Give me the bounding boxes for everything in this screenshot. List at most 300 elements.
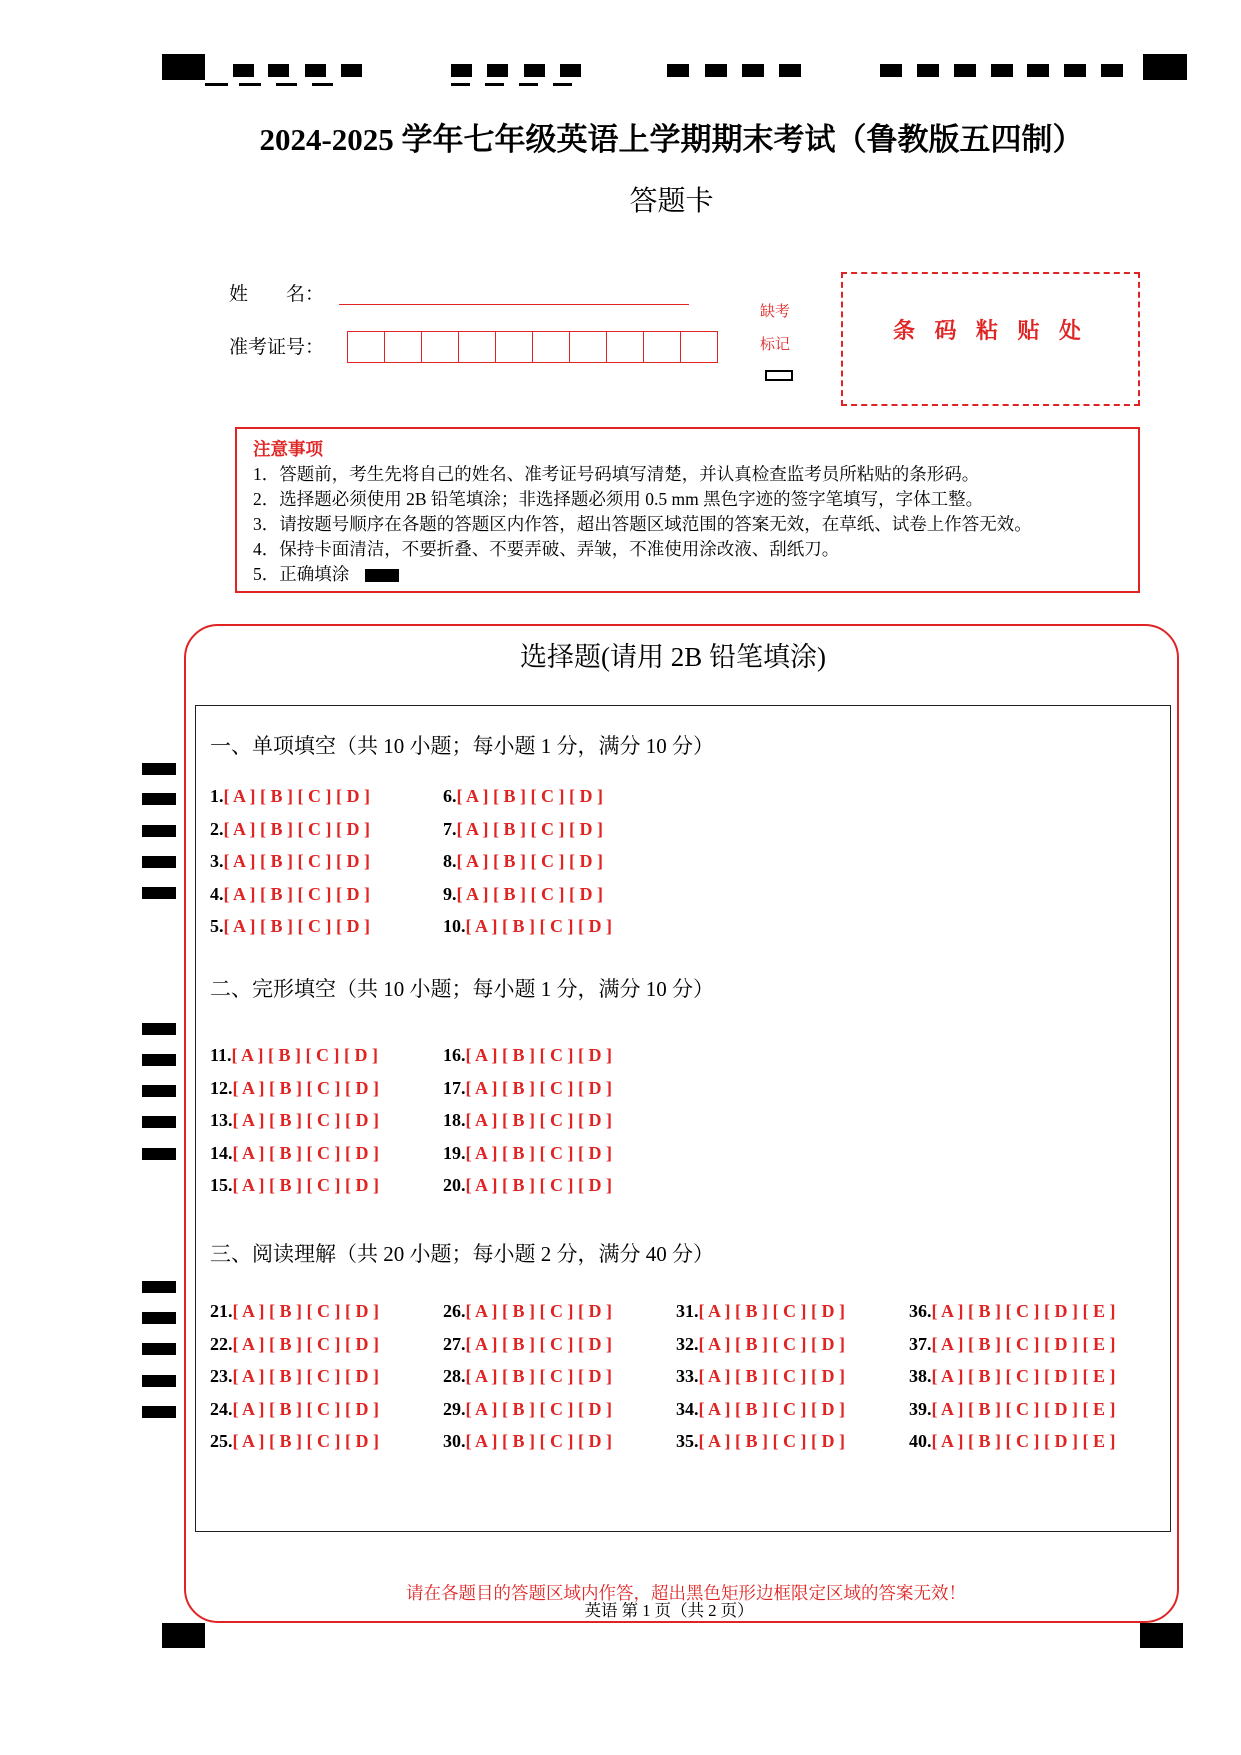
answer-bubble-c[interactable]: [ C ] (306, 1142, 341, 1163)
answer-bubble-d[interactable]: [ D ] (336, 851, 371, 872)
answer-bubble-c[interactable]: [ C ] (539, 916, 574, 937)
exam-id-digit-box[interactable] (680, 331, 718, 363)
answer-bubble-b[interactable]: [ B ] (968, 1301, 1002, 1321)
answer-bubble-a[interactable]: [ A ] (465, 1142, 498, 1163)
answer-bubble-d[interactable]: [ D ] (336, 916, 371, 937)
question-number: 8. (443, 851, 457, 872)
timing-mark (1027, 64, 1049, 77)
answer-bubble-b[interactable]: [ B ] (968, 1431, 1002, 1452)
answer-bubble-d[interactable]: [ D ] (345, 1333, 380, 1354)
answer-bubble-a[interactable]: [ A ] (931, 1333, 964, 1354)
answer-bubble-c[interactable]: [ C ] (297, 818, 332, 839)
absent-mark-checkbox[interactable] (765, 370, 793, 381)
exam-id-digit-box[interactable] (606, 331, 644, 363)
timing-mark (705, 64, 727, 77)
answer-bubble-b[interactable]: [ B ] (735, 1301, 769, 1321)
answer-bubble-b[interactable]: [ B ] (502, 1366, 536, 1387)
timing-mark-dash (239, 83, 261, 86)
answer-bubble-c[interactable]: [ C ] (1005, 1366, 1040, 1387)
question-row (210, 1328, 443, 1361)
answer-bubble-c[interactable]: [ C ] (772, 1333, 807, 1354)
answer-bubble-c[interactable]: [ C ] (539, 1333, 574, 1354)
answer-bubble-d[interactable]: [ D ] (811, 1301, 846, 1321)
answer-bubble-a[interactable]: [ A ] (465, 1398, 498, 1419)
answer-bubble-d[interactable]: [ D ] (578, 1301, 613, 1321)
answer-bubble-b[interactable]: [ B ] (502, 1431, 536, 1452)
answer-bubble-e[interactable]: [ E ] (1082, 1333, 1116, 1354)
question-row (676, 1360, 909, 1393)
timing-mark (991, 64, 1013, 77)
answer-bubble-c[interactable]: [ C ] (1005, 1301, 1040, 1321)
name-label: 姓 名： (229, 284, 325, 305)
exam-id-digit-box[interactable] (347, 331, 385, 363)
notice-item-text: 5．正确填涂 (253, 564, 350, 584)
answer-bubble-c[interactable]: [ C ] (530, 851, 565, 872)
question-row (676, 1393, 909, 1426)
question-row (210, 1104, 443, 1137)
question-row (210, 813, 443, 846)
answer-bubble-d[interactable]: [ D ] (578, 1398, 613, 1419)
answer-bubble-c[interactable]: [ C ] (539, 1142, 574, 1163)
answer-bubble-e[interactable]: [ E ] (1082, 1398, 1116, 1419)
answer-bubble-d[interactable]: [ D ] (345, 1366, 380, 1387)
answer-bubble-c[interactable]: [ C ] (530, 818, 565, 839)
answer-bubble-b[interactable]: [ B ] (502, 1398, 536, 1419)
exam-id-digit-box[interactable] (532, 331, 570, 363)
question-row (909, 1360, 1142, 1393)
question-number: 11. (210, 1045, 232, 1065)
exam-id-digit-box[interactable] (495, 331, 533, 363)
question-number: 32. (676, 1333, 699, 1354)
answer-bubble-a[interactable]: [ A ] (223, 786, 256, 806)
question-number: 15. (210, 1175, 233, 1196)
question-number: 39. (909, 1398, 932, 1419)
notice-item: 4．保持卡面清洁，不要折叠、不要弄破、弄皱，不准使用涂改液、刮纸刀。 (253, 539, 840, 559)
question-number: 20. (443, 1175, 466, 1196)
question-row (210, 1137, 443, 1170)
answer-bubble-d[interactable]: [ D ] (336, 883, 371, 904)
timing-mark (341, 64, 362, 77)
question-number: 33. (676, 1366, 699, 1387)
answer-bubble-b[interactable]: [ B ] (269, 1077, 303, 1098)
answer-bubble-c[interactable]: [ C ] (772, 1398, 807, 1419)
timing-mark (1101, 64, 1123, 77)
answer-bubble-d[interactable]: [ D ] (578, 1366, 613, 1387)
timing-mark (1143, 54, 1187, 80)
filled-bubble-example (365, 569, 399, 582)
answer-bubble-c[interactable]: [ C ] (772, 1431, 807, 1452)
question-number: 24. (210, 1398, 233, 1419)
question-number: 36. (909, 1301, 932, 1321)
answer-bubble-b[interactable]: [ B ] (502, 1142, 536, 1163)
answer-bubble-c[interactable]: [ C ] (539, 1301, 574, 1321)
answer-bubble-b[interactable]: [ B ] (260, 916, 294, 937)
question-number: 4. (210, 883, 224, 904)
answer-bubble-b[interactable]: [ B ] (735, 1366, 769, 1387)
answer-bubble-b[interactable]: [ B ] (269, 1142, 303, 1163)
question-grid-reading (210, 1295, 1142, 1458)
answer-bubble-a[interactable]: [ A ] (232, 1301, 265, 1321)
timing-mark (162, 54, 205, 80)
side-timing-mark (142, 887, 176, 899)
answer-bubble-a[interactable]: [ A ] (698, 1431, 731, 1452)
notice-item-correct-fill (253, 562, 1138, 587)
answer-bubble-d[interactable]: [ D ] (1044, 1366, 1079, 1387)
timing-mark (451, 64, 472, 77)
timing-mark-dash (451, 83, 470, 86)
question-row (443, 1039, 676, 1072)
answer-bubble-d[interactable]: [ D ] (578, 1045, 613, 1065)
notice-item: 2．选择题必须使用 2B 铅笔填涂；非选择题必须用 0.5 mm 黑色字迹的签字笔填写，字体工整。 (253, 489, 984, 509)
absent-mark-label: 缺考 (760, 304, 791, 320)
answer-bubble-c[interactable]: [ C ] (1005, 1431, 1040, 1452)
answer-bubble-a[interactable]: [ A ] (456, 883, 489, 904)
answer-bubble-a[interactable]: [ A ] (931, 1431, 964, 1452)
answer-bubble-c[interactable]: [ C ] (1005, 1398, 1040, 1419)
question-row (443, 1425, 676, 1458)
answer-bubble-a[interactable]: [ A ] (698, 1366, 731, 1387)
answer-bubble-d[interactable]: [ D ] (578, 1431, 613, 1452)
answer-bubble-a[interactable]: [ A ] (223, 883, 256, 904)
page-footer: 英语 第 1 页（共 2 页） (584, 1601, 754, 1620)
answer-bubble-d[interactable]: [ D ] (578, 916, 613, 937)
answer-bubble-b[interactable]: [ B ] (269, 1431, 303, 1452)
answer-bubble-c[interactable]: [ C ] (306, 1398, 341, 1419)
answer-bubble-a[interactable]: [ A ] (232, 1431, 265, 1452)
question-row (676, 1295, 909, 1328)
exam-id-boxes (347, 331, 718, 363)
answer-bubble-a[interactable]: [ A ] (456, 786, 489, 806)
question-number: 38. (909, 1366, 932, 1387)
question-number: 34. (676, 1398, 699, 1419)
answer-bubble-d[interactable]: [ D ] (569, 851, 604, 872)
answer-bubble-a[interactable]: [ A ] (465, 1301, 498, 1321)
question-number: 28. (443, 1366, 466, 1387)
exam-id-label: 准考证号： (229, 337, 325, 358)
answer-bubble-c[interactable]: [ C ] (539, 1175, 574, 1196)
answer-bubble-c[interactable]: [ C ] (539, 1077, 574, 1098)
answer-bubble-c[interactable]: [ C ] (306, 1110, 341, 1131)
answer-bubble-b[interactable]: [ B ] (260, 786, 294, 806)
answer-bubble-b[interactable]: [ B ] (735, 1431, 769, 1452)
answer-bubble-a[interactable]: [ A ] (465, 1431, 498, 1452)
answer-bubble-b[interactable]: [ B ] (493, 851, 527, 872)
answer-bubble-b[interactable]: [ B ] (735, 1333, 769, 1354)
answer-bubble-a[interactable]: [ A ] (465, 1333, 498, 1354)
answer-bubble-b[interactable]: [ B ] (502, 1045, 536, 1065)
answer-bubble-d[interactable]: [ D ] (345, 1142, 380, 1163)
answer-bubble-a[interactable]: [ A ] (232, 1398, 265, 1419)
answer-bubble-b[interactable]: [ B ] (260, 818, 294, 839)
timing-mark (1064, 64, 1086, 77)
answer-bubble-b[interactable]: [ B ] (269, 1175, 303, 1196)
question-row (210, 910, 443, 943)
answer-bubble-b[interactable]: [ B ] (269, 1366, 303, 1387)
question-number: 26. (443, 1301, 466, 1321)
question-number: 31. (676, 1301, 699, 1321)
exam-id-digit-box[interactable] (458, 331, 496, 363)
answer-bubble-d[interactable]: [ D ] (336, 786, 371, 806)
choice-section-title: 选择题(请用 2B 铅笔填涂) (520, 642, 826, 672)
side-timing-mark (142, 1312, 176, 1324)
answer-bubble-c[interactable]: [ C ] (306, 1333, 341, 1354)
question-row (909, 1328, 1142, 1361)
answer-bubble-c[interactable]: [ C ] (297, 851, 332, 872)
corner-timing-mark (1140, 1623, 1183, 1648)
question-row (210, 1425, 443, 1458)
answer-bubble-a[interactable]: [ A ] (456, 851, 489, 872)
answer-bubble-c[interactable]: [ C ] (1005, 1333, 1040, 1354)
side-timing-mark (142, 1054, 176, 1066)
answer-bubble-d[interactable]: [ D ] (811, 1398, 846, 1419)
question-row (909, 1295, 1142, 1328)
question-number: 17. (443, 1077, 466, 1098)
answer-bubble-a[interactable]: [ A ] (465, 1077, 498, 1098)
answer-bubble-b[interactable]: [ B ] (502, 1301, 536, 1321)
answer-bubble-b[interactable]: [ B ] (269, 1301, 303, 1321)
answer-bubble-b[interactable]: [ B ] (502, 1077, 536, 1098)
question-row (443, 1072, 676, 1105)
answer-bubble-d[interactable]: [ D ] (811, 1431, 846, 1452)
question-row (443, 1393, 676, 1426)
question-row (676, 1328, 909, 1361)
side-timing-mark (142, 825, 176, 837)
answer-bubble-c[interactable]: [ C ] (297, 883, 332, 904)
question-number: 30. (443, 1431, 466, 1452)
answer-bubble-a[interactable]: [ A ] (232, 1175, 265, 1196)
answer-bubble-a[interactable]: [ A ] (698, 1333, 731, 1354)
answer-bubble-c[interactable]: [ C ] (305, 1045, 340, 1065)
answer-bubble-d[interactable]: [ D ] (578, 1110, 613, 1131)
answer-bubble-b[interactable]: [ B ] (502, 1175, 536, 1196)
question-row (909, 1425, 1142, 1458)
answer-bubble-c[interactable]: [ C ] (306, 1175, 341, 1196)
question-number: 6. (443, 786, 457, 806)
question-number: 27. (443, 1333, 466, 1354)
answer-bubble-d[interactable]: [ D ] (1044, 1398, 1079, 1419)
answer-bubble-a[interactable]: [ A ] (931, 1301, 964, 1321)
answer-bubble-d[interactable]: [ D ] (345, 1398, 380, 1419)
answer-bubble-d[interactable]: [ D ] (336, 818, 371, 839)
timing-mark (524, 64, 545, 77)
answer-bubble-d[interactable]: [ D ] (811, 1366, 846, 1387)
answer-bubble-d[interactable]: [ D ] (569, 786, 604, 806)
side-timing-mark (142, 1406, 176, 1418)
question-number: 21. (210, 1301, 233, 1321)
answer-bubble-b[interactable]: [ B ] (502, 1333, 536, 1354)
answer-bubble-b[interactable]: [ B ] (493, 883, 527, 904)
barcode-area-label: 条 码 粘 贴 处 (892, 318, 1088, 343)
timing-mark-dash (553, 83, 572, 86)
side-timing-mark (142, 1375, 176, 1387)
notice-item: 1．答题前，考生先将自己的姓名、准考证号码填写清楚，并认真检查监考员所粘贴的条形码。 (253, 464, 980, 484)
question-row (443, 780, 676, 813)
timing-mark-dash (276, 83, 297, 86)
question-row (443, 910, 676, 943)
timing-mark (560, 64, 581, 77)
question-number: 2. (210, 818, 224, 839)
answer-bubble-b[interactable]: [ B ] (502, 1110, 536, 1131)
question-row (210, 1360, 443, 1393)
answer-bubble-b[interactable]: [ B ] (269, 1398, 303, 1419)
question-number: 3. (210, 851, 224, 872)
answer-bubble-a[interactable]: [ A ] (698, 1398, 731, 1419)
answer-bubble-d[interactable]: [ D ] (569, 883, 604, 904)
answer-bubble-d[interactable]: [ D ] (811, 1333, 846, 1354)
answer-bubble-a[interactable]: [ A ] (232, 1110, 265, 1131)
exam-id-digit-box[interactable] (569, 331, 607, 363)
answer-bubble-a[interactable]: [ A ] (931, 1398, 964, 1419)
question-grid-cloze (210, 1039, 676, 1202)
question-number: 13. (210, 1110, 233, 1131)
question-row (443, 1360, 676, 1393)
question-row (210, 1295, 443, 1328)
answer-bubble-a[interactable]: [ A ] (931, 1366, 964, 1387)
question-row (210, 878, 443, 911)
question-row (210, 1393, 443, 1426)
answer-bubble-a[interactable]: [ A ] (231, 1045, 264, 1065)
answer-bubble-c[interactable]: [ C ] (772, 1301, 807, 1321)
answer-bubble-d[interactable]: [ D ] (578, 1142, 613, 1163)
answer-bubble-c[interactable]: [ C ] (539, 1431, 574, 1452)
question-row (210, 1039, 443, 1072)
question-number: 22. (210, 1333, 233, 1354)
answer-bubble-c[interactable]: [ C ] (297, 916, 332, 937)
part-heading-single-choice: 一、单项填空（共 10 小题；每小题 1 分，满分 10 分） (210, 734, 714, 758)
answer-bubble-b[interactable]: [ B ] (269, 1333, 303, 1354)
answer-bubble-b[interactable]: [ B ] (260, 851, 294, 872)
answer-bubble-a[interactable]: [ A ] (223, 818, 256, 839)
notice-title: 注意事项 (253, 439, 323, 459)
question-row (210, 1072, 443, 1105)
answer-bubble-c[interactable]: [ C ] (539, 1366, 574, 1387)
answer-sheet-subtitle: 答题卡 (629, 186, 714, 217)
answer-bubble-b[interactable]: [ B ] (493, 786, 527, 806)
question-row (210, 780, 443, 813)
answer-bubble-c[interactable]: [ C ] (539, 1110, 574, 1131)
answer-bubble-c[interactable]: [ C ] (306, 1431, 341, 1452)
question-number: 35. (676, 1431, 699, 1452)
answer-bubble-b[interactable]: [ B ] (735, 1398, 769, 1419)
question-number: 25. (210, 1431, 233, 1452)
exam-id-digit-box[interactable] (643, 331, 681, 363)
answer-bubble-c[interactable]: [ C ] (539, 1045, 574, 1065)
timing-mark (954, 64, 976, 77)
answer-bubble-e[interactable]: [ E ] (1082, 1431, 1116, 1452)
answer-bubble-b[interactable]: [ B ] (502, 916, 536, 937)
answer-bubble-a[interactable]: [ A ] (465, 1366, 498, 1387)
question-number: 7. (443, 818, 457, 839)
answer-bubble-d[interactable]: [ D ] (578, 1175, 613, 1196)
side-timing-mark (142, 1085, 176, 1097)
side-timing-mark (142, 1116, 176, 1128)
question-number: 29. (443, 1398, 466, 1419)
question-number: 9. (443, 883, 457, 904)
answer-bubble-a[interactable]: [ A ] (232, 1142, 265, 1163)
question-row (443, 1137, 676, 1170)
question-row (443, 1104, 676, 1137)
answer-bubble-a[interactable]: [ A ] (698, 1301, 731, 1321)
answer-bubble-b[interactable]: [ B ] (268, 1045, 302, 1065)
answer-bubble-a[interactable]: [ A ] (465, 1045, 498, 1065)
question-number: 37. (909, 1333, 932, 1354)
answer-bubble-a[interactable]: [ A ] (465, 1175, 498, 1196)
answer-bubble-c[interactable]: [ C ] (306, 1077, 341, 1098)
timing-mark (233, 64, 254, 77)
answer-bubble-a[interactable]: [ A ] (223, 916, 256, 937)
answer-bubble-d[interactable]: [ D ] (345, 1175, 380, 1196)
answer-bubble-d[interactable]: [ D ] (344, 1045, 379, 1065)
question-row (676, 1425, 909, 1458)
answer-bubble-a[interactable]: [ A ] (232, 1333, 265, 1354)
exam-title: 2024-2025 学年七年级英语上学期期末考试（鲁教版五四制） (259, 122, 1084, 157)
notice-box (235, 427, 1140, 593)
answer-bubble-a[interactable]: [ A ] (232, 1366, 265, 1387)
answer-bubble-d[interactable]: [ D ] (569, 818, 604, 839)
question-row (909, 1393, 1142, 1426)
answer-bubble-a[interactable]: [ A ] (456, 818, 489, 839)
question-number: 5. (210, 916, 224, 937)
question-row (210, 1169, 443, 1202)
answer-bubble-b[interactable]: [ B ] (968, 1333, 1002, 1354)
side-timing-mark (142, 1281, 176, 1293)
answer-bubble-b[interactable]: [ B ] (968, 1398, 1002, 1419)
timing-mark (880, 64, 902, 77)
exam-id-digit-box[interactable] (421, 331, 459, 363)
answer-bubble-d[interactable]: [ D ] (1044, 1301, 1079, 1321)
answer-bubble-c[interactable]: [ C ] (772, 1366, 807, 1387)
answer-bubble-d[interactable]: [ D ] (1044, 1333, 1079, 1354)
side-timing-mark (142, 1148, 176, 1160)
answer-bubble-a[interactable]: [ A ] (223, 851, 256, 872)
answer-bubble-a[interactable]: [ A ] (465, 1110, 498, 1131)
answer-bubble-c[interactable]: [ C ] (530, 786, 565, 806)
answer-bubble-d[interactable]: [ D ] (345, 1110, 380, 1131)
answer-bubble-d[interactable]: [ D ] (345, 1301, 380, 1321)
question-row (443, 1295, 676, 1328)
answer-bubble-d[interactable]: [ D ] (345, 1431, 380, 1452)
answer-bubble-c[interactable]: [ C ] (306, 1366, 341, 1387)
answer-bubble-b[interactable]: [ B ] (269, 1110, 303, 1131)
timing-mark (667, 64, 689, 77)
question-row (210, 845, 443, 878)
side-timing-mark (142, 856, 176, 868)
corner-timing-mark (162, 1623, 205, 1648)
answer-bubble-d[interactable]: [ D ] (578, 1333, 613, 1354)
answer-bubble-b[interactable]: [ B ] (260, 883, 294, 904)
answer-bubble-a[interactable]: [ A ] (465, 916, 498, 937)
answer-bubble-d[interactable]: [ D ] (345, 1077, 380, 1098)
name-field[interactable] (339, 304, 689, 306)
side-timing-mark (142, 763, 176, 775)
side-timing-mark (142, 1023, 176, 1035)
answer-bubble-b[interactable]: [ B ] (968, 1366, 1002, 1387)
answer-bubble-d[interactable]: [ D ] (1044, 1431, 1079, 1452)
answer-bubble-a[interactable]: [ A ] (232, 1077, 265, 1098)
answer-area-warning: 请在各题目的答题区域内作答，超出黑色矩形边框限定区域的答案无效！ (406, 1583, 966, 1603)
answer-bubble-e[interactable]: [ E ] (1082, 1301, 1116, 1321)
exam-id-digit-box[interactable] (384, 331, 422, 363)
answer-bubble-c[interactable]: [ C ] (297, 786, 332, 806)
answer-bubble-c[interactable]: [ C ] (306, 1301, 341, 1321)
answer-bubble-b[interactable]: [ B ] (493, 818, 527, 839)
timing-mark (917, 64, 939, 77)
answer-bubble-c[interactable]: [ C ] (539, 1398, 574, 1419)
answer-bubble-c[interactable]: [ C ] (530, 883, 565, 904)
answer-bubble-d[interactable]: [ D ] (578, 1077, 613, 1098)
answer-bubble-e[interactable]: [ E ] (1082, 1366, 1116, 1387)
question-row (443, 845, 676, 878)
